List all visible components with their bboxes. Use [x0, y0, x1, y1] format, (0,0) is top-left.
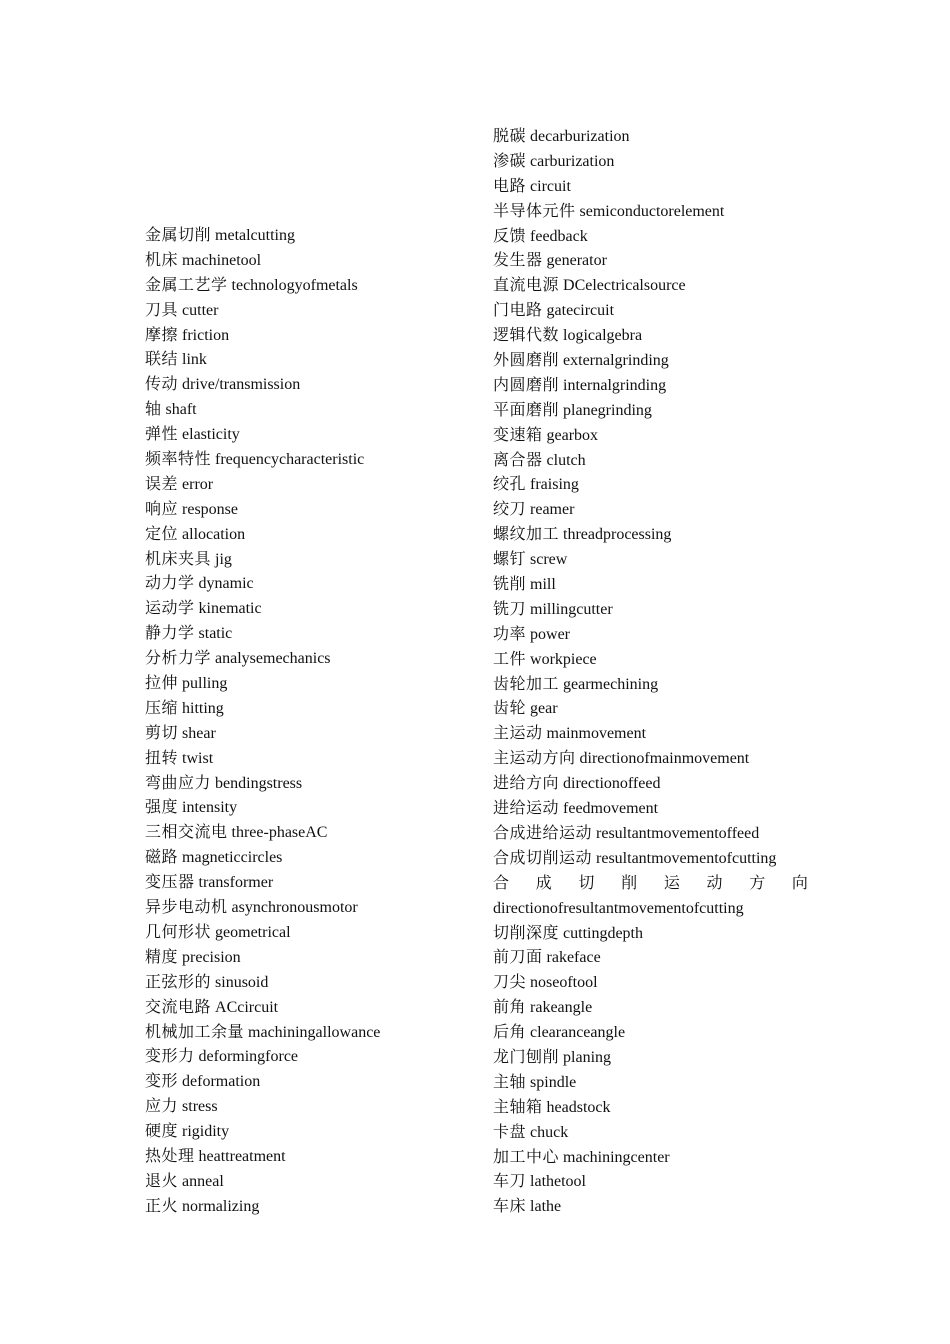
term-english: three-phaseAC — [231, 824, 328, 842]
term-chinese: 变形 — [145, 1073, 179, 1091]
glossary-term — [145, 274, 475, 299]
term-english: planing — [563, 1048, 612, 1066]
glossary-term — [493, 673, 808, 698]
term-chinese: 传动 — [145, 376, 179, 394]
term-chinese: 异步电动机 — [145, 899, 228, 917]
glossary-term — [493, 722, 808, 747]
term-chinese: 平面磨削 — [493, 401, 560, 419]
term-chinese: 铣削 — [493, 576, 527, 594]
term-english: twist — [182, 749, 214, 767]
term-english: machiningallowance — [248, 1023, 381, 1041]
glossary-term — [493, 946, 808, 971]
term-chinese: 主轴箱 — [493, 1098, 543, 1116]
term-chinese: 外圆磨削 — [493, 352, 560, 370]
term-english: logicalgebra — [563, 327, 643, 345]
term-chinese: 车刀 — [493, 1173, 527, 1191]
glossary-term — [145, 796, 475, 821]
term-english: directionofmainmovement — [579, 750, 750, 768]
term-english: anneal — [182, 1172, 224, 1190]
glossary-term — [145, 448, 475, 473]
glossary-term — [145, 572, 475, 597]
term-chinese: 合成进给运动 — [493, 824, 593, 842]
glossary-term — [145, 548, 475, 573]
term-english: reamer — [530, 501, 575, 519]
term-english: mill — [530, 576, 556, 594]
term-chinese: 门电路 — [493, 302, 543, 320]
glossary-term — [145, 1145, 475, 1170]
glossary-term — [145, 1195, 475, 1220]
glossary-term — [145, 647, 475, 672]
term-chinese: 弹性 — [145, 426, 179, 444]
glossary-term — [493, 473, 808, 498]
term-chinese: 响应 — [145, 500, 179, 518]
glossary-term — [145, 697, 475, 722]
term-chinese: 退火 — [145, 1172, 179, 1190]
term-chinese: 变压器 — [145, 874, 195, 892]
term-chinese: 工件 — [493, 650, 527, 668]
term-chinese: 运动学 — [145, 600, 195, 618]
term-english: internalgrinding — [563, 376, 667, 394]
term-english: precision — [182, 948, 241, 966]
term-chinese: 金属切削 — [145, 227, 212, 244]
term-chinese: 机床 — [145, 251, 179, 269]
term-english: stress — [182, 1098, 218, 1116]
term-english: sinusoid — [215, 973, 269, 991]
term-english: intensity — [182, 799, 238, 817]
term-english: magneticcircles — [182, 849, 283, 867]
glossary-term — [493, 573, 808, 598]
term-english: clearanceangle — [530, 1024, 626, 1042]
glossary-term — [493, 1195, 808, 1220]
term-english: power — [530, 625, 570, 643]
term-english: noseoftool — [530, 974, 598, 992]
term-english: threadprocessing — [563, 526, 672, 544]
glossary-term — [145, 498, 475, 523]
glossary-term — [145, 921, 475, 946]
term-english: ACcircuit — [215, 998, 279, 1016]
term-english: drive/transmission — [182, 376, 301, 394]
term-english: analysemechanics — [215, 650, 331, 668]
term-english: link — [182, 351, 207, 369]
left-term-column — [145, 224, 475, 1220]
term-english: rakeangle — [530, 999, 593, 1017]
term-english: gatecircuit — [546, 302, 615, 320]
glossary-term — [493, 797, 808, 822]
term-chinese: 摩擦 — [145, 326, 179, 344]
term-chinese: 螺纹加工 — [493, 526, 560, 544]
term-english: geometrical — [215, 923, 291, 941]
term-chinese: 刀具 — [145, 301, 179, 319]
term-chinese: 合成切削运动 — [493, 849, 593, 867]
glossary-term — [145, 896, 475, 921]
glossary-term — [493, 598, 808, 623]
term-english: gearmechining — [563, 675, 659, 693]
glossary-term — [493, 548, 808, 573]
term-english: mainmovement — [546, 725, 647, 743]
term-english: rakeface — [546, 949, 601, 967]
glossary-term — [493, 996, 808, 1021]
glossary-term — [145, 1045, 475, 1070]
term-english: DCelectricalsource — [563, 277, 686, 295]
term-chinese: 前角 — [493, 999, 527, 1017]
glossary-term — [145, 722, 475, 747]
term-chinese: 几何形状 — [145, 923, 212, 941]
term-chinese: 直流电源 — [493, 277, 560, 295]
glossary-term — [145, 249, 475, 274]
glossary-term — [145, 946, 475, 971]
term-chinese: 精度 — [145, 948, 179, 966]
glossary-term — [493, 822, 808, 847]
term-english: millingcutter — [530, 600, 613, 618]
term-chinese: 交流电路 — [145, 998, 212, 1016]
term-chinese: 拉伸 — [145, 675, 179, 693]
term-chinese: 分析力学 — [145, 650, 212, 668]
glossary-term — [493, 623, 808, 648]
term-english: directionoffeed — [563, 775, 661, 793]
term-chinese: 强度 — [145, 799, 179, 817]
glossary-term — [493, 1046, 808, 1071]
term-chinese: 硬度 — [145, 1123, 179, 1141]
term-english: kinematic — [198, 600, 262, 618]
term-chinese: 加工中心 — [493, 1148, 560, 1166]
term-chinese: 金属工艺学 — [145, 276, 228, 294]
term-chinese: 后角 — [493, 1024, 527, 1042]
term-english: frequencycharacteristic — [215, 451, 365, 469]
term-chinese: 电路 — [493, 177, 527, 195]
term-chinese: 车床 — [493, 1198, 527, 1216]
term-english: directionofresultantmovementofcutting — [493, 899, 744, 917]
glossary-term — [493, 1021, 808, 1046]
term-english: dynamic — [198, 575, 254, 593]
glossary-term — [493, 449, 808, 474]
term-chinese: 动力学 — [145, 575, 195, 593]
glossary-term — [145, 324, 475, 349]
right-term-column — [493, 125, 808, 1220]
term-chinese: 卡盘 — [493, 1123, 527, 1141]
term-chinese: 齿轮 — [493, 700, 527, 718]
glossary-term — [493, 324, 808, 349]
term-chinese: 正弦形的 — [145, 973, 212, 991]
glossary-term — [145, 1170, 475, 1195]
term-english: generator — [546, 252, 607, 270]
term-english: decarburization — [530, 128, 630, 145]
term-chinese: 功率 — [493, 625, 527, 643]
glossary-term — [493, 1146, 808, 1171]
term-chinese: 轴 — [145, 401, 162, 419]
term-english: deformation — [182, 1073, 261, 1091]
term-english: rigidity — [182, 1123, 230, 1141]
term-chinese: 剪切 — [145, 724, 179, 742]
term-chinese: 机械加工余量 — [145, 1023, 245, 1041]
glossary-term — [145, 224, 475, 249]
term-chinese: 联结 — [145, 351, 179, 369]
term-chinese: 主轴 — [493, 1073, 527, 1091]
glossary-term — [493, 971, 808, 996]
glossary-term — [145, 597, 475, 622]
term-chinese: 逻辑代数 — [493, 327, 560, 345]
term-chinese: 龙门刨削 — [493, 1048, 560, 1066]
glossary-term — [493, 847, 808, 872]
term-english: elasticity — [182, 426, 240, 444]
term-chinese: 合 成 切 削 运 动 方 向 — [493, 874, 808, 892]
glossary-term — [145, 821, 475, 846]
glossary-term — [493, 747, 808, 772]
glossary-term — [145, 398, 475, 423]
glossary-term — [493, 1121, 808, 1146]
term-chinese: 绞刀 — [493, 501, 527, 519]
term-chinese: 反馈 — [493, 227, 527, 245]
term-english: deformingforce — [198, 1048, 299, 1066]
term-chinese: 应力 — [145, 1098, 179, 1116]
term-chinese: 切削深度 — [493, 924, 560, 942]
term-english: carburization — [530, 152, 615, 170]
glossary-term — [493, 1096, 808, 1121]
term-chinese: 离合器 — [493, 451, 543, 469]
glossary-term — [145, 473, 475, 498]
term-english: externalgrinding — [563, 352, 669, 370]
glossary-term — [145, 348, 475, 373]
glossary-term — [493, 1170, 808, 1195]
term-english: response — [182, 500, 238, 518]
term-chinese: 齿轮加工 — [493, 675, 560, 693]
term-english: normalizing — [182, 1197, 260, 1215]
glossary-term — [493, 225, 808, 250]
term-chinese: 静力学 — [145, 625, 195, 643]
term-chinese: 定位 — [145, 525, 179, 543]
term-chinese: 发生器 — [493, 252, 543, 270]
glossary-term — [493, 1071, 808, 1096]
term-chinese: 半导体元件 — [493, 202, 576, 220]
glossary-term — [493, 249, 808, 274]
glossary-term — [145, 1021, 475, 1046]
term-chinese: 磁路 — [145, 849, 179, 867]
term-english: fraising — [530, 476, 579, 494]
term-english: bendingstress — [215, 774, 303, 792]
glossary-term — [493, 772, 808, 797]
term-english: gearbox — [546, 426, 599, 444]
glossary-term — [493, 150, 808, 175]
term-english: machiningcenter — [563, 1148, 670, 1166]
glossary-term — [493, 374, 808, 399]
term-chinese: 机床夹具 — [145, 550, 212, 568]
glossary-term — [493, 922, 808, 947]
term-english: lathetool — [530, 1173, 586, 1191]
term-english: friction — [182, 326, 230, 344]
term-english: lathe — [530, 1198, 562, 1216]
term-english: spindle — [530, 1073, 577, 1091]
glossary-term — [145, 846, 475, 871]
glossary-term — [493, 200, 808, 225]
term-english: workpiece — [530, 650, 597, 668]
term-english: resultantmovementoffeed — [596, 824, 760, 842]
term-chinese: 脱碳 — [493, 128, 527, 145]
term-english: technologyofmetals — [231, 276, 358, 294]
term-chinese: 内圆磨削 — [493, 376, 560, 394]
glossary-term — [145, 1120, 475, 1145]
glossary-term — [493, 299, 808, 324]
term-english: feedmovement — [563, 800, 659, 818]
term-chinese: 主运动方向 — [493, 750, 576, 768]
term-english: headstock — [546, 1098, 611, 1116]
term-english: clutch — [546, 451, 586, 469]
glossary-term — [145, 1095, 475, 1120]
term-chinese: 进给方向 — [493, 775, 560, 793]
glossary-term — [145, 672, 475, 697]
glossary-term — [145, 523, 475, 548]
glossary-term — [493, 274, 808, 299]
glossary-term — [493, 498, 808, 523]
term-english: static — [198, 625, 233, 643]
glossary-term — [493, 648, 808, 673]
term-english: transformer — [198, 874, 274, 892]
term-english: asynchronousmotor — [231, 899, 358, 917]
term-english: feedback — [530, 227, 588, 245]
term-chinese: 螺钉 — [493, 551, 527, 569]
term-chinese: 刀尖 — [493, 974, 527, 992]
term-chinese: 渗碳 — [493, 152, 527, 170]
term-english: allocation — [182, 525, 246, 543]
glossary-term — [493, 125, 808, 150]
term-english: screw — [530, 551, 568, 569]
glossary-term — [145, 871, 475, 896]
glossary-term — [145, 747, 475, 772]
term-chinese: 正火 — [145, 1197, 179, 1215]
glossary-term — [145, 622, 475, 647]
term-chinese: 热处理 — [145, 1147, 195, 1165]
term-chinese: 铣刀 — [493, 600, 527, 618]
term-chinese: 误差 — [145, 475, 179, 493]
term-english: chuck — [530, 1123, 569, 1141]
glossary-term — [493, 697, 808, 722]
term-chinese: 频率特性 — [145, 451, 212, 469]
term-chinese: 进给运动 — [493, 800, 560, 818]
term-chinese: 三相交流电 — [145, 824, 228, 842]
term-english: resultantmovementofcutting — [596, 849, 777, 867]
term-chinese: 变形力 — [145, 1048, 195, 1066]
glossary-term — [145, 971, 475, 996]
glossary-term — [145, 423, 475, 448]
term-english: circuit — [530, 177, 571, 195]
term-chinese: 压缩 — [145, 699, 179, 717]
term-english: gear — [530, 700, 558, 718]
glossary-term — [493, 349, 808, 374]
glossary-term — [493, 399, 808, 424]
term-chinese: 扭转 — [145, 749, 179, 767]
term-english: cutter — [182, 301, 219, 319]
glossary-term — [145, 299, 475, 324]
term-english: machinetool — [182, 251, 262, 269]
term-english: semiconductorelement — [579, 202, 725, 220]
glossary-term — [493, 175, 808, 200]
glossary-term — [145, 996, 475, 1021]
term-english: cuttingdepth — [563, 924, 643, 942]
glossary-term — [493, 872, 808, 922]
glossary-term — [145, 772, 475, 797]
term-chinese: 绞孔 — [493, 476, 527, 494]
term-chinese: 弯曲应力 — [145, 774, 212, 792]
term-chinese: 前刀面 — [493, 949, 543, 967]
term-english: shaft — [165, 401, 197, 419]
term-english: jig — [215, 550, 232, 568]
term-chinese: 主运动 — [493, 725, 543, 743]
term-english: metalcutting — [215, 227, 295, 244]
glossary-term — [493, 523, 808, 548]
glossary-term — [493, 424, 808, 449]
glossary-term — [145, 373, 475, 398]
glossary-term — [145, 1070, 475, 1095]
term-english: error — [182, 475, 214, 493]
term-english: heattreatment — [198, 1147, 286, 1165]
term-english: pulling — [182, 675, 228, 693]
term-english: shear — [182, 724, 216, 742]
term-chinese: 变速箱 — [493, 426, 543, 444]
term-english: hitting — [182, 699, 224, 717]
term-english: planegrinding — [563, 401, 652, 419]
